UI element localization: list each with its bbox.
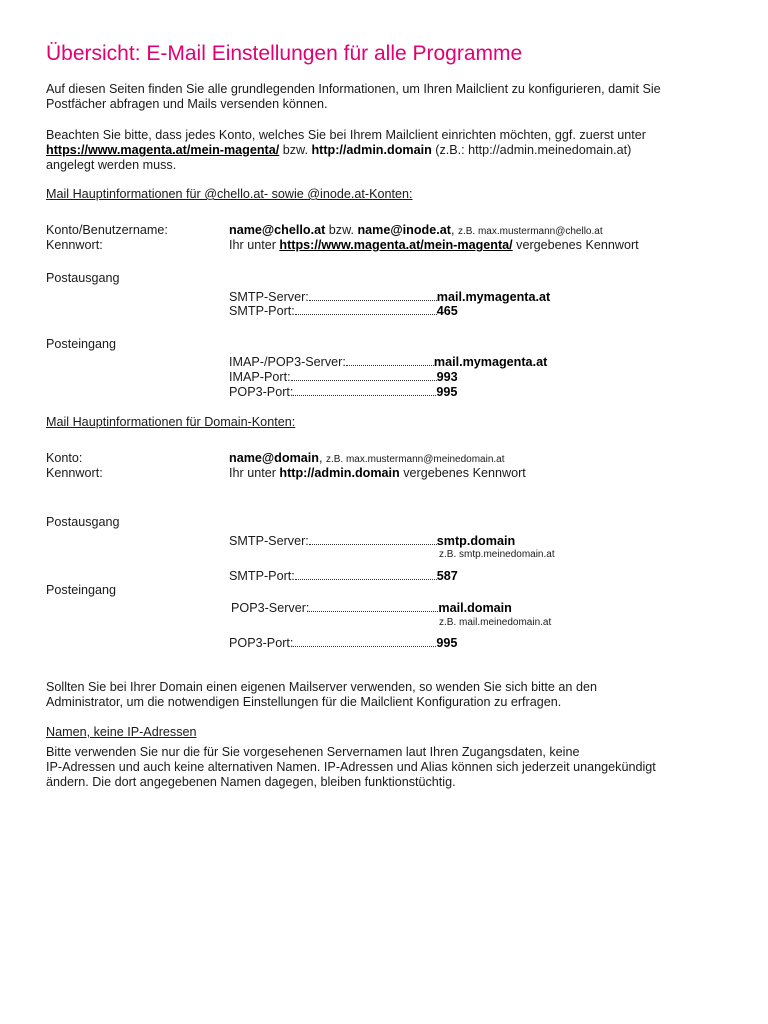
names-line-1: Bitte verwenden Sie nur die für Sie vorgesehenen Servernamen laut Ihren Zugangsdaten, keine <box>46 745 580 759</box>
chello-account-2: name@inode.at <box>357 223 451 237</box>
domain-out-heading: Postausgang <box>46 515 120 529</box>
domain-password-value <box>229 466 526 481</box>
chello-account-value <box>229 223 603 239</box>
chello-pop3-port-value: 995 <box>436 385 458 399</box>
dotted-leader <box>309 533 437 545</box>
dotted-leader <box>291 369 437 381</box>
page-title: Übersicht: E-Mail Einstellungen für alle Programme <box>46 42 523 65</box>
note-example: (z.B.: http://admin.meinedomain.at) <box>431 143 632 157</box>
dotted-leader <box>295 568 437 580</box>
dotted-leader <box>309 289 437 301</box>
domain-account-name: name@domain <box>229 451 319 465</box>
domain-pop3-server-label: POP3-Server: <box>231 601 310 615</box>
chello-password-link[interactable]: https://www.magenta.at/mein-magenta/ <box>279 238 513 252</box>
domain-smtp-server-label: SMTP-Server: <box>229 534 309 548</box>
domain-pop3-server-example: z.B. mail.meinedomain.at <box>439 617 552 628</box>
chello-account-label: Konto/Benutzername: <box>46 223 168 237</box>
names-heading: Namen, keine IP-Adressen <box>46 725 197 739</box>
domain-password-prefix: Ihr unter <box>229 466 280 480</box>
domain-password-suffix: vergebenes Kennwort <box>399 466 526 480</box>
domain-smtp-server-example: z.B. smtp.meinedomain.at <box>439 549 555 560</box>
admin-domain-text: http://admin.domain <box>311 143 432 157</box>
domain-account-value <box>229 451 505 467</box>
domain-smtp-port-label: SMTP-Port: <box>229 569 295 583</box>
chello-password-prefix: Ihr unter <box>229 238 280 252</box>
chello-account-example: z.B. max.mustermann@chello.at <box>457 226 603 237</box>
domain-pop3-port-row <box>229 635 457 651</box>
domain-password-label: Kennwort: <box>46 466 103 480</box>
chello-imap-server-value: mail.mymagenta.at <box>433 355 548 369</box>
chello-imap-port-label: IMAP-Port: <box>229 370 291 384</box>
dotted-leader <box>309 600 438 612</box>
own-server-line-1: Sollten Sie bei Ihrer Domain einen eigenen Mailserver verwenden, so wenden Sie sich bitte an den <box>46 680 597 694</box>
chello-heading: Mail Hauptinformationen für @chello.at- sowie @inode.at-Konten: <box>46 187 413 201</box>
chello-smtp-server-value: mail.mymagenta.at <box>436 290 551 304</box>
domain-smtp-port-row <box>229 568 458 584</box>
note-line-2 <box>46 143 631 158</box>
names-line-3: ändern. Die dort angegebenen Namen dagegen, bleiben funktionstüchtig. <box>46 775 456 789</box>
note-line-3: angelegt werden muss. <box>46 158 177 172</box>
dotted-leader <box>293 384 436 396</box>
chello-imap-port-row <box>229 369 458 385</box>
chello-imap-server-label: IMAP-/POP3-Server: <box>229 355 346 369</box>
chello-account-1: name@chello.at <box>229 223 326 237</box>
magenta-link[interactable]: https://www.magenta.at/mein-magenta/ <box>46 143 280 157</box>
chello-out-heading: Postausgang <box>46 271 120 285</box>
chello-account-sep: , <box>450 223 458 237</box>
note-line-1: Beachten Sie bitte, dass jedes Konto, welches Sie bei Ihrem Mailclient einrichten möchten, ggf. zuerst unter <box>46 128 646 142</box>
dotted-leader <box>346 354 434 366</box>
domain-account-example: z.B. max.mustermann@meinedomain.at <box>325 454 505 465</box>
dotted-leader <box>293 635 436 647</box>
dotted-leader <box>295 303 437 315</box>
intro-line-2: Postfächer abfragen und Mails versenden können. <box>46 97 328 111</box>
chello-in-heading: Posteingang <box>46 337 117 351</box>
domain-account-label: Konto: <box>46 451 83 465</box>
domain-pop3-port-label: POP3-Port: <box>229 636 294 650</box>
names-line-2: IP-Adressen und auch keine alternativen Namen. IP-Adressen und Alias können sich jederzeit unangekündigt <box>46 760 656 774</box>
chello-password-value <box>229 238 639 253</box>
domain-pop3-server-row <box>231 600 512 616</box>
chello-password-suffix: vergebenes Kennwort <box>512 238 639 252</box>
domain-pop3-port-value: 995 <box>436 636 458 650</box>
chello-smtp-port-row <box>229 303 458 319</box>
domain-heading: Mail Hauptinformationen für Domain-Konten: <box>46 415 296 429</box>
domain-smtp-server-value: smtp.domain <box>436 534 516 548</box>
chello-account-mid: bzw. <box>325 223 358 237</box>
domain-pop3-server-value: mail.domain <box>438 601 512 615</box>
chello-pop3-port-row <box>229 384 457 400</box>
domain-account-sep: , <box>318 451 326 465</box>
domain-password-admin: http://admin.domain <box>279 466 400 480</box>
chello-password-label: Kennwort: <box>46 238 103 252</box>
chello-smtp-port-label: SMTP-Port: <box>229 304 295 318</box>
domain-in-heading: Posteingang <box>46 583 117 597</box>
chello-smtp-server-label: SMTP-Server: <box>229 290 309 304</box>
intro-line-1: Auf diesen Seiten finden Sie alle grundlegenden Informationen, um Ihren Mailclient zu konfigurieren, damit Sie <box>46 82 661 96</box>
chello-smtp-port-value: 465 <box>436 304 458 318</box>
own-server-line-2: Administrator, um die notwendigen Einstellungen für die Mailclient Konfiguration zu erfragen. <box>46 695 562 709</box>
chello-imap-server-row <box>229 354 547 370</box>
domain-smtp-port-value: 587 <box>436 569 458 583</box>
chello-pop3-port-label: POP3-Port: <box>229 385 294 399</box>
chello-imap-port-value: 993 <box>436 370 458 384</box>
note-mid: bzw. <box>279 143 312 157</box>
